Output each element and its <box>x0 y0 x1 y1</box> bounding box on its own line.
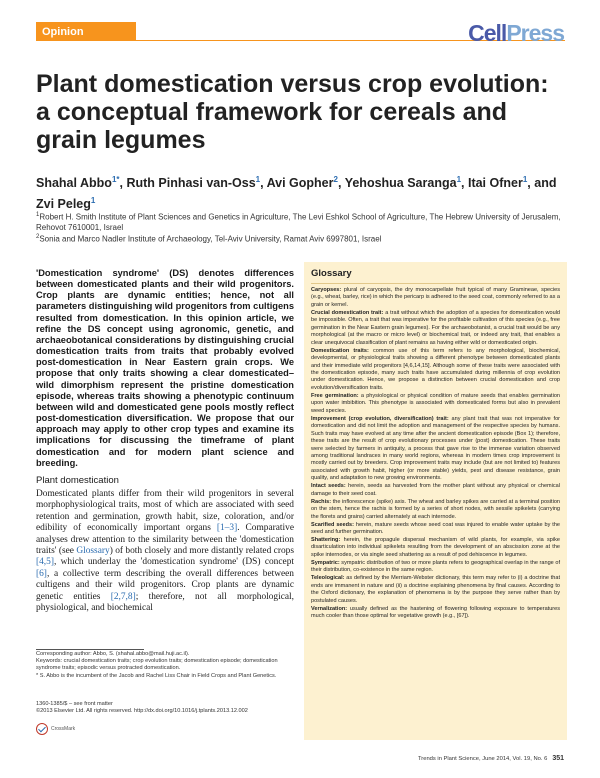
glossary-entry <box>311 483 560 498</box>
article-title: Plant domestication versus crop evolution: a conceptual framework for cereals and grain legumes <box>36 70 549 154</box>
reference-link[interactable]: Glossary <box>76 546 110 557</box>
glossary-definition: common use of this term refers to any morphological, biochemical, developmental, or physiological traits showing a different phenotype between domesticated plants and their immediate wild progenitors [4,6,14,15]. Although some of these traits were associated with the domestication episode, many such traits have accumulated during millennia of crop evolution under domestication. Hence, we propose a distinction between crucial domestication and crop evolution/diversification traits. <box>311 347 560 391</box>
glossary-entry <box>311 606 560 621</box>
section-heading: Plant domestication <box>36 475 119 486</box>
body-text-segment: Domesticated plants differ from their wild progenitors in several morphophysiological traits, most of which are associated with seed retention and germination, growth habit, size, coloration, and/or edibility of economically important organs <box>36 489 294 534</box>
glossary-term: Caryopses: <box>311 287 342 293</box>
footnotes <box>36 651 294 680</box>
author-affiliation-mark: 2 <box>333 175 338 184</box>
author-name: Yehoshua Saranga <box>344 176 457 191</box>
body-text-segment: ; therefore, not all morphological, physiological, and biochemical <box>36 591 294 614</box>
glossary-entry <box>311 560 560 575</box>
page-number: 351 <box>552 755 564 762</box>
affiliation-2: $^2$Sonia and Marco Nadler Institute of Archaeology, Tel-Aviv University, Ramat Aviv 6997801, Israel <box>36 234 382 244</box>
crossmark-icon <box>36 723 48 735</box>
logo-press: Press <box>506 20 564 46</box>
glossary-definition: plural of caryopsis, the dry monocarpellate fruit typical of many Gramineae, species (e.g., wheat, barley, rice) in which the pericarp is adhered to the seed coat, commonly referred to as a grain or kernel. <box>311 287 561 308</box>
author-name: Avi Gopher <box>266 176 334 191</box>
author-name: and Zvi Peleg <box>36 176 557 212</box>
crossmark-badge[interactable] <box>36 723 75 735</box>
glossary-term: Domestication traits: <box>311 347 369 354</box>
cellpress-logo <box>468 20 564 47</box>
glossary-term: Crucial domestication trait: <box>311 309 384 316</box>
glossary-entry <box>311 287 560 309</box>
copyright-line: ©2013 Elsevier Ltd. All rights reserved. http://dx.doi.org/10.1016/j.tplants.2013.12.002 <box>36 708 248 715</box>
author-affiliation-mark: 1 <box>255 175 261 184</box>
glossary-entry <box>311 310 560 347</box>
crossmark-label: CrossMark <box>51 726 76 732</box>
glossary-term: Intact seeds: <box>311 483 346 490</box>
glossary-entries <box>311 287 560 620</box>
glossary-term: Shattering: <box>311 536 341 543</box>
glossary-term: Free germination: <box>311 392 359 399</box>
keywords: Keywords: crucial domestication traits; crop evolution traits; domestication episode; domestication syndrome traits; episodic versus protracted domestication. <box>36 658 278 672</box>
glossary-entry <box>311 416 560 483</box>
glossary-definition: herein, mature seeds whose seed coat was injured to enable water uptake by the seed and further germination. <box>311 521 560 535</box>
footnote-rule <box>36 649 144 650</box>
author-affiliation-mark: 1 <box>522 175 528 184</box>
body-text-segment: . Comparative analyses drew attention to the similarity between the 'domestication traits' (see <box>36 523 294 557</box>
body-text-segment: , a collective term describing the overall differences between cultigens and their wild progenitors. Crop plants are dynamic genetic entities <box>36 568 294 602</box>
glossary-entry <box>311 348 560 393</box>
abstract: 'Domestication syndrome' (DS) denotes differences between domesticated plants and their wild progenitors. Crop plants are dynamic entities; hence, not all parameters distinguishing wild progenitors from cultigens resulted from domestication. In this opinion article, we refine the DS concept using agronomic, genetic, and archaeobotanical considerations by distinguishing crucial domestication traits from traits that probably evolved post-domestication in Near Eastern grain crops. We propose that only traits showing a clear domesticated–wild dimorphism represent the pristine domestication episode, whereas traits showing a phenotypic continuum between wild and domesticated gene pools mostly reflect post-domestication diversification. We propose that our approach may apply to other crop types and examine its implications for discussing the timeframe of plant domestication and for modern plant science and breeding. <box>36 268 294 468</box>
glossary-definition: herein, the propagule dispersal mechanism of wild plants, for example, via spike disarticulation into individual spikelets resulting from the development of an abscission zone at the spike internodes, or via single seed shattering as a result of pod dehiscence in legumes. <box>311 536 560 558</box>
glossary-term: Scarified seeds: <box>311 521 354 528</box>
glossary-entry <box>311 393 560 415</box>
section-tag <box>36 22 136 40</box>
glossary-definition: any plant trait that was not imperative for domestication and did not limit the adoption and management of the respective species by humans. Such traits may have evolved at any time after the ancient domestication episode (Box 1); therefore, these traits are the result of crop evolutionary processes under (post) domestication. These traits were selected by farmers in antiquity, a process that gave rise to the immense variation observed among traditional landraces in many world regions, whereas in modern times crop improvement is mostly carried out by breeders. Crop improvement traits may include (but are not limited to) features associated with growth habit, higher (or more stable) yields, pest and disease resistance, grain quality, and adaptation to new growing environments. <box>311 415 560 482</box>
chair-note: * S. Abbo is the incumbent of the Jacob and Rachel Liss Chair in Field Crops and Plant Genetics. <box>36 672 277 679</box>
journal-citation: Trends in Plant Science, June 2014, Vol. 19, No. 6 <box>417 756 548 762</box>
author-affiliation-mark: 1 <box>456 175 462 184</box>
body-paragraph <box>36 489 294 614</box>
glossary-definition: usually defined as the hastening of flowering following exposure to temperatures much cooler than those optimal for vegetative growth (e.g., [67]). <box>311 605 560 619</box>
page-footer <box>418 755 564 762</box>
glossary-definition: the inflorescence (spike) axis. The wheat and barley spikes are carried at a terminal position on the stem, hence the rachis is formed by a series of short nodes, with sessile spikelets (carrying the florets and grains) carried alternately at each internode. <box>311 498 560 520</box>
glossary-entry <box>311 575 560 605</box>
author-name: Ruth Pinhasi van-Oss <box>126 176 256 191</box>
glossary-title: Glossary <box>311 268 560 284</box>
affiliation-1: $^1$Robert H. Smith Institute of Plant Sciences and Genetics in Agriculture, The Levi Eshkol School of Agriculture, The Hebrew University of Jerusalem, Rehovot 7610001, Israel <box>36 212 561 232</box>
glossary-term: Sympatric: <box>311 559 340 566</box>
glossary-definition: a trait without which the adoption of a species for domestication would be impossible. Often, a trait that was imperative for the profitable cultivation of this species (e.g., free germination in the Near Eastern grain legumes). For the archaeobotanist, a crucial trait would be any morphological (at the macro or micro level) or biochemical trait, or indeed any trait, that enables a clear unequivocal classification of plant remains as having either wild or domesticated origin. <box>311 309 560 346</box>
glossary-definition: sympatric distribution of two or more plants refers to geographical overlap in the range of their distribution, co-existence in the same region. <box>311 559 560 574</box>
issn-line: 1360-1385/$ – see front matter <box>36 701 113 707</box>
glossary-term: Vernalization: <box>311 605 348 612</box>
glossary-entry <box>311 537 560 559</box>
glossary-box <box>304 262 567 740</box>
glossary-definition: a physiological or physical condition of mature seeds that enables germination upon water imbibition. This phenotype is associated with domesticated forms but also in prevalent weed species. <box>311 392 560 414</box>
reference-link[interactable]: [4,5] <box>36 557 54 568</box>
reference-link[interactable]: [2,7,8] <box>110 591 136 602</box>
reference-link[interactable]: [6] <box>36 568 47 579</box>
author-name: Shahal Abbo <box>36 176 112 191</box>
glossary-term: Rachis: <box>311 498 332 505</box>
body-text-segment: ) of both closely and more distantly related crops <box>109 546 294 557</box>
glossary-term: Improvement (crop evolution, diversification) trait: <box>311 415 449 422</box>
author-affiliation-mark: 1* <box>111 175 120 184</box>
glossary-definition: herein, seeds as harvested from the mother plant without any physical or chemical damage to their seed coat. <box>311 483 560 497</box>
section-tag-label: Opinion <box>42 26 84 38</box>
reference-link[interactable]: [1–3] <box>216 523 238 534</box>
glossary-term: Teleological: <box>311 575 345 582</box>
glossary-definition: as defined by the Merriam-Webster dictionary, this term may refer to (i) a doctrine that ends are immanent in nature and (ii) a doctrine explaining phenomena by final causes. According to the Oxford dictionary, the explanation of phenomena is by the purpose they serve rather than by postulated causes. <box>311 575 560 604</box>
author-affiliation-mark: 1 <box>90 196 96 206</box>
logo-cell: Cell <box>468 20 507 46</box>
author-name: Itai Ofner <box>467 176 523 191</box>
issn-block <box>36 701 294 715</box>
glossary-entry <box>311 522 560 537</box>
corresponding-author: Corresponding author: Abbo, S. (shahal.abbo@mail.huji.ac.il). <box>36 651 190 657</box>
body-text-segment: , which underlay the 'domestication syndrome' (DS) concept <box>53 557 294 568</box>
glossary-entry <box>311 499 560 521</box>
author-list: Shahal Abbo$^{1*}$, Ruth Pinhasi van-Oss$^1$, Avi Gopher$^2$, Yehoshua Saranga$^1$, Itai Ofner$^1$, and Zvi Peleg$^1$ <box>36 175 557 212</box>
